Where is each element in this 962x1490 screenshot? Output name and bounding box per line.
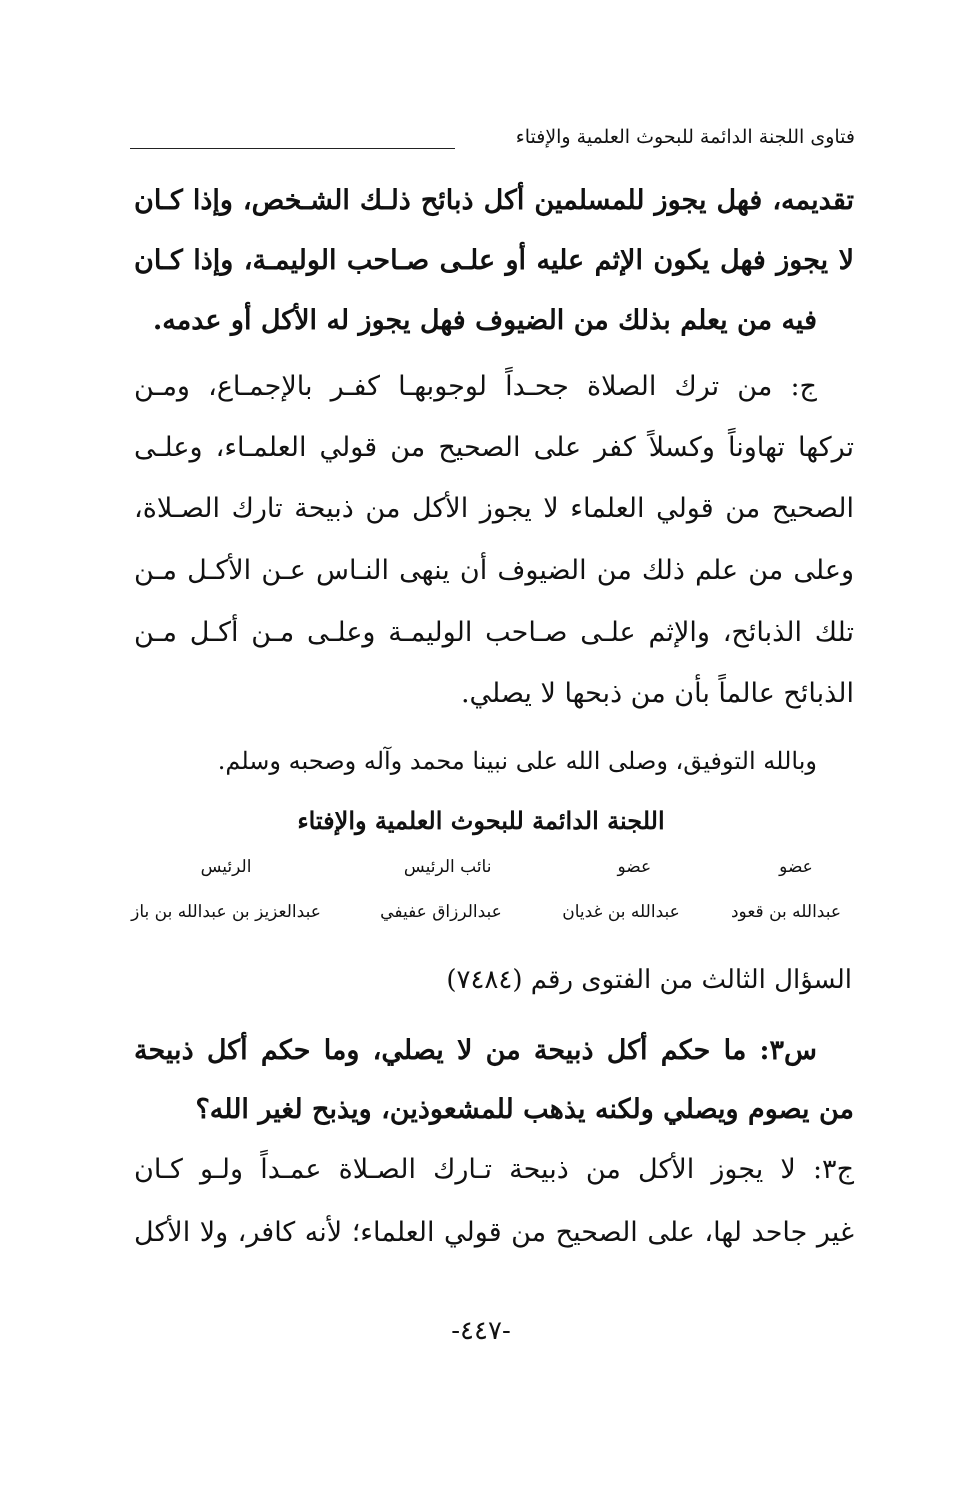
signatory-roles xyxy=(111,857,856,877)
signatory-names xyxy=(111,902,856,922)
signatory-role: نائب الرئيس xyxy=(403,857,492,877)
question3-line: س٣: ما حكم أكل ذبيحة من لا يصلي، وما حكم أكل ذبيحة xyxy=(134,1035,817,1066)
signatory-name: عبدالرزاق عفيفي xyxy=(380,902,502,922)
question-line: فيه من يعلم بذلك من الضيوف فهل يجوز له الأكل أو عدمه. xyxy=(152,305,817,336)
page-number: -٤٤٧- xyxy=(451,1316,511,1346)
signatory-name: عبدالله بن غديان xyxy=(562,902,680,922)
answer-line: تلك الذبائح، والإثم علـى صـاحب الوليمـة وعلـى مـن أكـل مـن xyxy=(134,617,854,648)
signatory-role: عضو xyxy=(779,857,813,877)
header-title: فتاوى اللجنة الدائمة للبحوث العلمية والإفتاء xyxy=(515,126,855,148)
fatwa-heading: السؤال الثالث من الفتوى رقم (٧٤٨٤) xyxy=(446,965,852,995)
signatory-role: عضو xyxy=(617,857,652,877)
answer-line: ج: من ترك الصلاة جحـداً لوجوبهـا كفـر بالإجمـاع، ومـن xyxy=(134,371,817,402)
answer3-line: ج٣: لا يجوز الأكل من ذبيحة تـارك الصـلاة عمـداً ولـو كـان xyxy=(134,1154,854,1185)
question-line: لا يجوز فهل يكون الإثم عليه أو علـى صـاحب الوليمـة، وإذا كـان xyxy=(134,245,854,276)
answer-line: تركها تهاوناً وكسلاً كفر على الصحيح من قولي العلمـاء، وعلـى xyxy=(134,432,854,463)
answer-line: الذبائح عالماً بأن من ذبحها لا يصلي. xyxy=(460,678,854,709)
question-line: تقديمه، فهل يجوز للمسلمين أكل ذبائح ذلـك الشـخص، وإذا كـان xyxy=(134,185,854,216)
answer-line: وعلى من علم ذلك من الضيوف أن ينهى النـاس عـن الأكـل مـن xyxy=(134,555,854,586)
committee-title: اللجنة الدائمة للبحوث العلمية والإفتاء xyxy=(297,806,665,835)
running-header xyxy=(130,118,855,158)
closing-line: وبالله التوفيق، وصلى الله على نبينا محمد وآله وصحبه وسلم. xyxy=(217,747,817,775)
signatory-name: عبدالله بن قعود xyxy=(730,902,841,922)
answer3-line: غير جاحد لها، على الصحيح من قولي العلماء؛ لأنه كافر، ولا الأكل xyxy=(134,1217,854,1248)
signatory-role: الرئيس xyxy=(200,857,252,877)
signatory-name: عبدالعزيز بن عبدالله بن باز xyxy=(131,902,321,922)
header-rule xyxy=(130,148,455,149)
answer-line: الصحيح من قولي العلماء لا يجوز الأكل من ذبيحة تارك الصـلاة، xyxy=(134,493,854,524)
question3-line: من يصوم ويصلي ولكنه يذهب للمشعوذين، ويذبح لغير الله؟ xyxy=(195,1094,854,1125)
